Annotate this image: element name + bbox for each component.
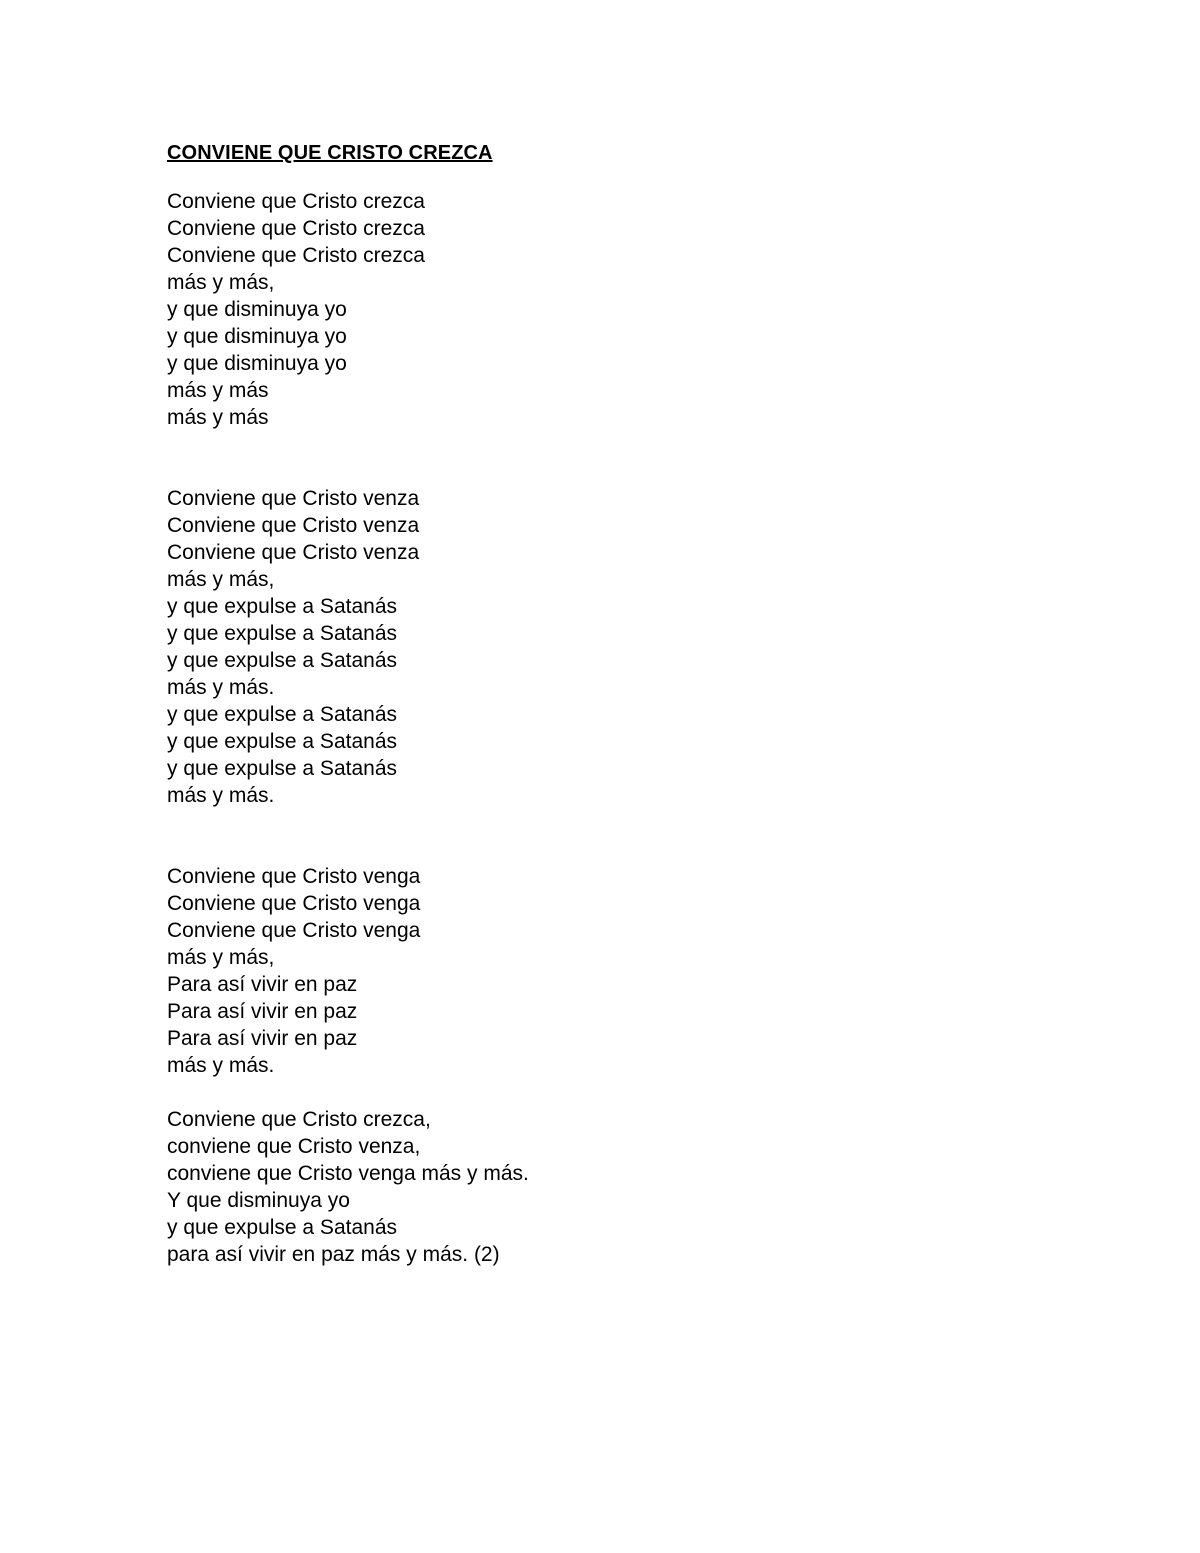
lyric-line: Conviene que Cristo crezca — [167, 190, 425, 213]
lyric-line: Conviene que Cristo venga — [167, 892, 421, 915]
lyric-line: Para así vivir en paz — [167, 1027, 358, 1050]
lyric-line: Conviene que Cristo venza — [167, 541, 420, 564]
stanza-spacer — [167, 809, 1067, 863]
lyric-line: más y más. — [167, 676, 275, 699]
lyric-line: más y más, — [167, 946, 275, 969]
lyric-line: para así vivir en paz más y más. (2) — [167, 1243, 500, 1266]
stanza-spacer — [167, 431, 1067, 485]
lyric-line: y que disminuya yo — [167, 298, 347, 321]
lyric-line: Conviene que Cristo venga — [167, 865, 421, 888]
lyric-line: más y más. — [167, 1054, 275, 1077]
lyric-line: Conviene que Cristo crezca — [167, 244, 425, 267]
lyric-line: Conviene que Cristo venga — [167, 919, 421, 942]
lyric-line: más y más, — [167, 271, 275, 294]
lyric-line: y que expulse a Satanás — [167, 730, 397, 753]
lyric-line: más y más — [167, 379, 269, 402]
document-page — [167, 140, 1067, 1268]
lyric-line: Conviene que Cristo crezca, — [167, 1108, 431, 1131]
stanza-3 — [167, 863, 1067, 1079]
lyric-line: y que expulse a Satanás — [167, 595, 397, 618]
lyric-line: Y que disminuya yo — [167, 1189, 350, 1212]
lyric-line: más y más. — [167, 784, 275, 807]
lyric-line: Para así vivir en paz — [167, 973, 358, 996]
song-title: CONVIENE QUE CRISTO CREZCA — [167, 142, 493, 164]
lyric-line: y que expulse a Satanás — [167, 622, 397, 645]
lyric-line: y que expulse a Satanás — [167, 649, 397, 672]
lyric-line: Conviene que Cristo crezca — [167, 217, 425, 240]
lyric-line: Conviene que Cristo venza — [167, 487, 420, 510]
lyric-line: y que expulse a Satanás — [167, 1216, 397, 1239]
lyric-line: Conviene que Cristo venza — [167, 514, 420, 537]
stanza-spacer — [167, 1079, 1067, 1106]
lyric-line: y que expulse a Satanás — [167, 703, 397, 726]
lyric-line: más y más, — [167, 568, 275, 591]
stanza-2 — [167, 485, 1067, 809]
lyric-line: Para así vivir en paz — [167, 1000, 358, 1023]
lyric-line: más y más — [167, 406, 269, 429]
lyric-line: conviene que Cristo venga más y más. — [167, 1162, 529, 1185]
lyric-line: y que disminuya yo — [167, 325, 347, 348]
stanza-1 — [167, 188, 1067, 431]
stanza-4 — [167, 1106, 1067, 1268]
lyric-line: conviene que Cristo venza, — [167, 1135, 421, 1158]
lyric-line: y que disminuya yo — [167, 352, 347, 375]
lyric-line: y que expulse a Satanás — [167, 757, 397, 780]
